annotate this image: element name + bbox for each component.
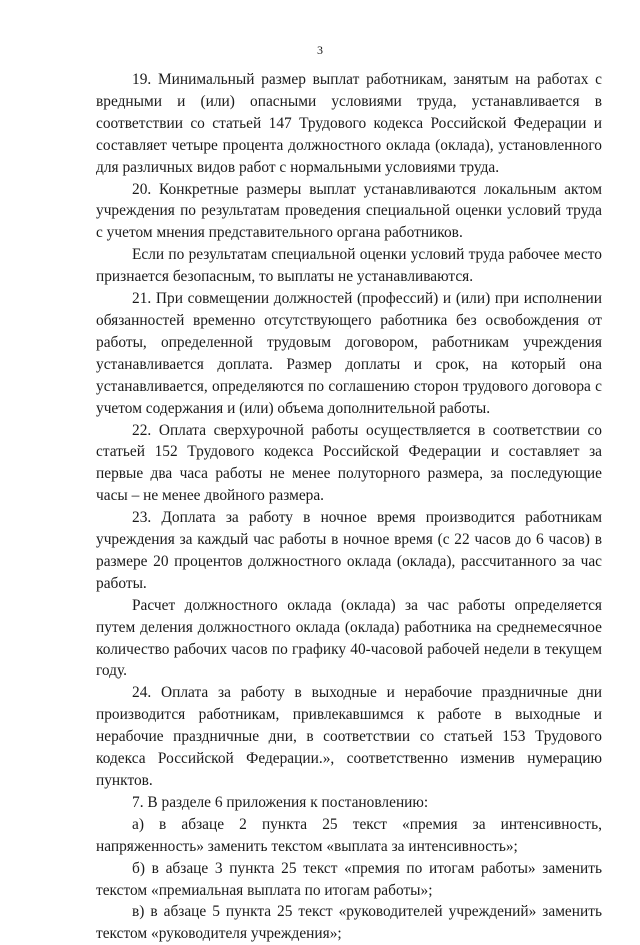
paragraph-19: 19. Минимальный размер выплат работникам, занятым на работах с вредными и (или) опасными условиями труда, устанавливается в соответствии со статьей 147 Трудового кодекса Российской Федерации и составляет четыре процента должностного оклада (оклада), установленного для различных видов работ с нормальными условиями труда. — [96, 71, 602, 176]
item-7-subpoint-b: б) в абзаце 3 пункта 25 текст «премия по итогам работы» заменить текстом «премиальная выплата по итогам работы»; — [96, 859, 602, 899]
item-7-subpoint-c: в) в абзаце 5 пункта 25 текст «руководителей учреждений» заменить текстом «руководителя учреждения»; — [96, 903, 602, 943]
paragraph-20: 20. Конкретные размеры выплат устанавливаются локальным актом учреждения по результатам проведения специальной оценки условий труда с учетом мнения представительного органа работников. — [96, 180, 602, 242]
paragraph-20-note: Если по результатам специальной оценки условий труда рабочее место признается безопасным, то выплаты не устанавливаются. — [96, 246, 602, 286]
paragraph-23: 23. Доплата за работу в ночное время производится работникам учреждения за каждый час работы в ночное время (с 22 часов до 6 часов) в размере 20 процентов должностного оклада (оклада), рассчитанного за час работы. — [96, 509, 602, 592]
paragraph-23-calculation: Расчет должностного оклада (оклада) за час работы определяется путем деления должностного оклада (оклада) работника на среднемесячное количество рабочих часов по графику 40-часовой рабочей недели в текущем году. — [96, 596, 602, 680]
paragraph-21: 21. При совмещении должностей (профессий) и (или) при исполнении обязанностей временно отсутствующего работника без освобождения от работы, определенной трудовым договором, работникам учреждения устанавливается доплата. Размер доплаты и срок, на который она устанавливается, определяются по соглашению сторон трудового договора с учетом содержания и (или) объема дополнительной работы. — [96, 290, 602, 417]
item-7-subpoint-a: а) в абзаце 2 пункта 25 текст «премия за интенсивность, напряженность» заменить текстом «выплата за интенсивность»; — [96, 815, 602, 855]
document-body — [96, 69, 602, 945]
item-7-heading: 7. В разделе 6 приложения к постановлению: — [132, 793, 429, 811]
paragraph-24: 24. Оплата за работу в выходные и нерабочие праздничные дни производится работникам, привлекавшимся к работе в выходные и нерабочие праздничные дни, в соответствии со статьей 153 Трудового кодекса Российской Федерации.», соответственно изменив нумерацию пунктов. — [96, 684, 602, 789]
page-number: 3 — [317, 43, 323, 57]
paragraph-22: 22. Оплата сверхурочной работы осуществляется в соответствии со статьей 152 Трудового кодекса Российской Федерации и составляет за первые два часа работы не менее полуторного размера, за последующие часы – не менее двойного размера. — [96, 421, 602, 505]
